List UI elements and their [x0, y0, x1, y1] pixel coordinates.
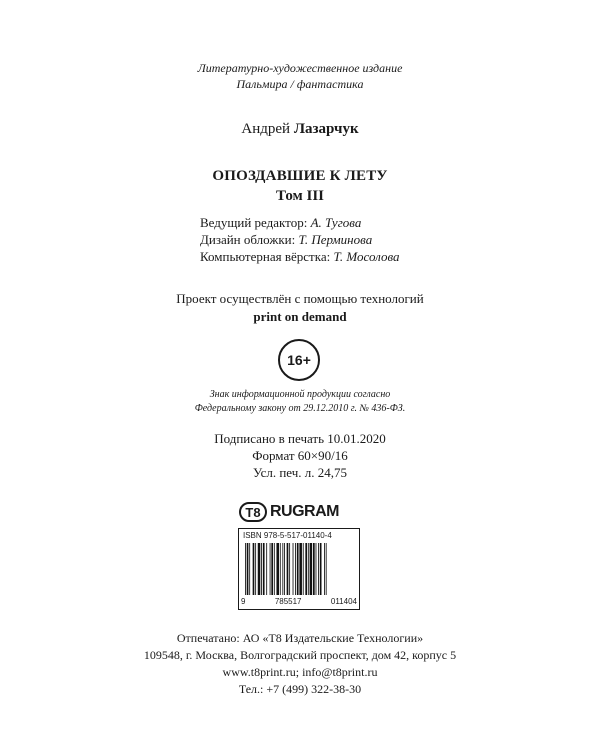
barcode-bar — [253, 543, 255, 595]
series-name: Пальмира / фантастика — [236, 77, 364, 91]
credit-role: Компьютерная вёрстка: — [200, 249, 331, 264]
barcode-bar — [299, 543, 302, 595]
printer-address: 109548, г. Москва, Волгоградский проспект, дом 42, корпус 5 — [143, 648, 457, 662]
printer-web: www.t8print.ru; info@t8print.ru — [222, 665, 378, 679]
barcode-bar — [293, 543, 294, 595]
ean-right-group: 011404 — [330, 597, 357, 606]
credit-name: Т. Мосолова — [333, 249, 400, 264]
barcode-bar — [261, 543, 262, 595]
barcode-bar — [305, 543, 307, 595]
barcode-bar — [266, 543, 267, 595]
edition-type: Литературно-художественное издание — [197, 61, 403, 75]
law-note-line: Знак информационной продукции согласно — [209, 389, 391, 400]
isbn-block — [238, 528, 360, 610]
barcode-bar — [295, 543, 296, 595]
credit-role: Дизайн обложки: — [200, 232, 296, 247]
printer-phone: Тел.: +7 (499) 322-38-30 — [238, 682, 362, 696]
law-note — [0, 388, 600, 416]
author-last-name: Лазарчук — [293, 121, 359, 137]
barcode-bar — [316, 543, 317, 595]
project-line: Проект осуществлён с помощью технологий — [176, 291, 424, 306]
book-title: ОПОЗДАВШИЕ К ЛЕТУ — [212, 168, 388, 184]
ean-left-group: 785517 — [274, 597, 302, 606]
barcode-bar — [245, 543, 246, 595]
credit-editor — [200, 214, 400, 231]
author — [0, 120, 600, 138]
publisher-name: RUGRAM — [270, 503, 339, 520]
printed-sheets: Усл. печ. л. 24,75 — [252, 465, 348, 480]
signed-date: Подписано в печать 10.01.2020 — [214, 431, 386, 446]
book-volume: Том III — [275, 188, 325, 204]
project-note — [0, 290, 600, 326]
isbn-label: ISBN 978-5-517-01140-4 — [243, 531, 332, 540]
barcode-bar — [308, 543, 309, 595]
credit-name: Т. Перминова — [298, 232, 373, 247]
barcode-bar — [318, 543, 319, 595]
barcode-bar — [289, 543, 290, 595]
credits — [200, 214, 400, 265]
publisher-logo — [239, 500, 359, 524]
author-first-name: Андрей — [241, 121, 291, 137]
barcode-bar — [258, 543, 261, 595]
barcode-bar — [287, 543, 289, 595]
barcode-bar — [282, 543, 283, 595]
barcode-bar — [263, 543, 265, 595]
barcode-bar — [280, 543, 281, 595]
credit-cover-design — [200, 231, 400, 248]
barcode-bar — [303, 543, 304, 595]
ean-digits — [241, 597, 357, 606]
barcode-bar — [324, 543, 325, 595]
print-on-demand: print on demand — [253, 309, 347, 324]
barcode-icon — [243, 543, 357, 597]
series-info — [0, 60, 600, 92]
print-info — [0, 430, 600, 481]
age-rating-badge: 16+ — [278, 339, 320, 381]
printer-info — [0, 630, 600, 698]
printer-name: Отпечатано: АО «Т8 Издательские Технологии» — [176, 631, 424, 645]
barcode-bar — [249, 543, 250, 595]
barcode-bar — [276, 543, 279, 595]
paper-format: Формат 60×90/16 — [252, 448, 348, 463]
credit-role: Ведущий редактор: — [200, 215, 308, 230]
barcode-bar — [320, 543, 322, 595]
barcode-bar — [271, 543, 273, 595]
barcode-bar — [310, 543, 313, 595]
ean-first-digit: 9 — [241, 597, 246, 606]
barcode-bar — [255, 543, 256, 595]
law-note-line: Федеральному закону от 29.12.2010 г. № 436-ФЗ. — [194, 403, 406, 414]
barcode-bar — [313, 543, 315, 595]
barcode-bar — [297, 543, 299, 595]
barcode-bar — [274, 543, 275, 595]
credit-layout — [200, 248, 400, 265]
barcode-bar — [270, 543, 271, 595]
t8-logo-icon: T8 — [239, 502, 267, 522]
barcode-bar — [284, 543, 285, 595]
barcode-bar — [326, 543, 327, 595]
credit-name: А. Тугова — [310, 215, 362, 230]
barcode-bar — [247, 543, 249, 595]
